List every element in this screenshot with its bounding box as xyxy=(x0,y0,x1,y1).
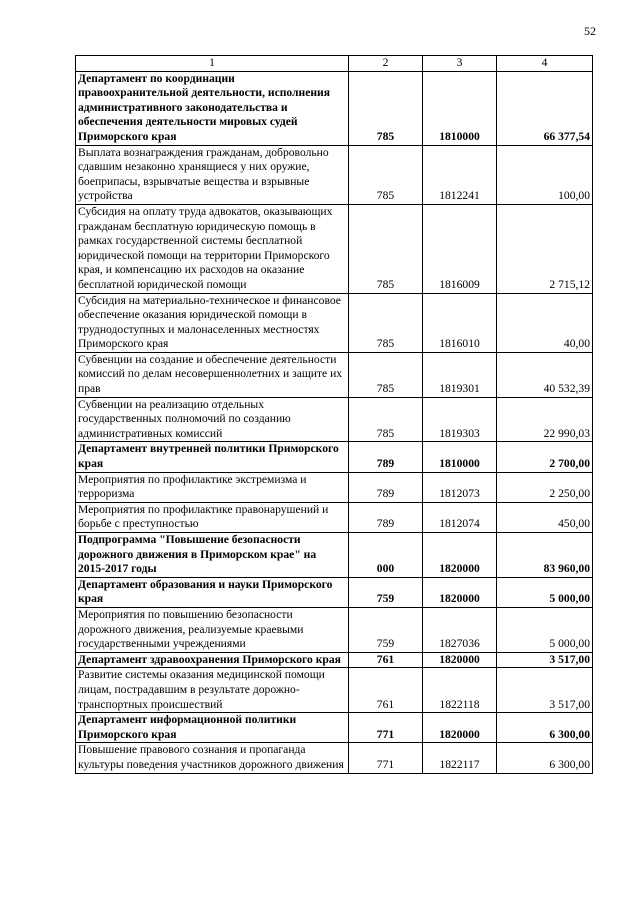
row-code-cell: 789 xyxy=(349,442,423,472)
table-row xyxy=(76,145,593,204)
row-code-cell: 785 xyxy=(349,352,423,397)
row-amount-cell: 6 300,00 xyxy=(497,713,593,743)
row-name-cell: Развитие системы оказания медицинской помощи лицам, пострадавшим в результате дорожно-транспортных происшествий xyxy=(76,668,349,713)
column-header-3: 3 xyxy=(423,56,497,72)
row-code-cell: 1816010 xyxy=(423,293,497,352)
table-row xyxy=(76,533,593,578)
row-name-cell: Субсидия на материально-техническое и финансовое обеспечение оказания юридической помощи в труднодоступных и малонаселенных местностях Приморского края xyxy=(76,293,349,352)
row-amount-cell: 6 300,00 xyxy=(497,743,593,773)
row-amount-cell: 5 000,00 xyxy=(497,607,593,652)
table-row xyxy=(76,668,593,713)
row-amount-cell: 40 532,39 xyxy=(497,352,593,397)
row-code-cell: 1820000 xyxy=(423,533,497,578)
row-code-cell: 771 xyxy=(349,713,423,743)
column-header-4: 4 xyxy=(497,56,593,72)
table-row xyxy=(76,204,593,293)
row-amount-cell: 22 990,03 xyxy=(497,397,593,442)
table-row xyxy=(76,293,593,352)
row-name-cell: Подпрограмма "Повышение безопасности дорожного движения в Приморском крае" на 2015-2017 годы xyxy=(76,533,349,578)
row-code-cell: 1820000 xyxy=(423,577,497,607)
row-amount-cell: 2 250,00 xyxy=(497,472,593,502)
row-code-cell: 1812241 xyxy=(423,145,497,204)
table-row xyxy=(76,442,593,472)
row-amount-cell: 2 700,00 xyxy=(497,442,593,472)
row-code-cell: 1810000 xyxy=(423,442,497,472)
row-code-cell: 1812073 xyxy=(423,472,497,502)
row-name-cell: Департамент внутренней политики Приморского края xyxy=(76,442,349,472)
row-name-cell: Субвенции на создание и обеспечение деятельности комиссий по делам несовершеннолетних и защите их прав xyxy=(76,352,349,397)
table-row xyxy=(76,652,593,668)
row-code-cell: 789 xyxy=(349,502,423,532)
table-header-row xyxy=(76,56,593,72)
row-name-cell: Департамент информационной политики Приморского края xyxy=(76,713,349,743)
row-code-cell: 000 xyxy=(349,533,423,578)
page-number: 52 xyxy=(584,24,596,38)
row-code-cell: 785 xyxy=(349,145,423,204)
row-code-cell: 785 xyxy=(349,293,423,352)
row-code-cell: 759 xyxy=(349,607,423,652)
table-row xyxy=(76,397,593,442)
row-code-cell: 759 xyxy=(349,577,423,607)
row-name-cell: Департамент здравоохранения Приморского края xyxy=(76,652,349,668)
row-code-cell: 1820000 xyxy=(423,713,497,743)
row-code-cell: 1816009 xyxy=(423,204,497,293)
table-row xyxy=(76,352,593,397)
row-code-cell: 761 xyxy=(349,668,423,713)
row-name-cell: Субвенции на реализацию отдельных государственных полномочий по созданию административных комиссий xyxy=(76,397,349,442)
column-header-1: 1 xyxy=(76,56,349,72)
row-code-cell: 789 xyxy=(349,472,423,502)
row-name-cell: Повышение правового сознания и пропаганда культуры поведения участников дорожного движения xyxy=(76,743,349,773)
row-name-cell: Департамент по координации правоохранительной деятельности, исполнения административного законодательства и обеспечения деятельности мировых судей Приморского края xyxy=(76,71,349,145)
table-row xyxy=(76,743,593,773)
row-name-cell: Мероприятия по повышению безопасности дорожного движения, реализуемые краевыми государственными учреждениями xyxy=(76,607,349,652)
row-name-cell: Мероприятия по профилактике правонарушений и борьбе с преступностью xyxy=(76,502,349,532)
table-row xyxy=(76,502,593,532)
table-row xyxy=(76,713,593,743)
row-code-cell: 785 xyxy=(349,204,423,293)
row-code-cell: 1827036 xyxy=(423,607,497,652)
table-row xyxy=(76,577,593,607)
budget-table xyxy=(75,55,593,774)
row-code-cell: 1810000 xyxy=(423,71,497,145)
row-code-cell: 1819303 xyxy=(423,397,497,442)
row-code-cell: 1822118 xyxy=(423,668,497,713)
column-header-2: 2 xyxy=(349,56,423,72)
row-name-cell: Департамент образования и науки Приморского края xyxy=(76,577,349,607)
row-amount-cell: 83 960,00 xyxy=(497,533,593,578)
row-amount-cell: 3 517,00 xyxy=(497,668,593,713)
row-code-cell: 1822117 xyxy=(423,743,497,773)
row-amount-cell: 3 517,00 xyxy=(497,652,593,668)
row-name-cell: Субсидия на оплату труда адвокатов, оказывающих гражданам бесплатную юридическую помощь в рамках государственной системы бесплатной юридической помощи на территории Приморского края, и компенсацию их расходов на оказание бесплатной юридической помощи xyxy=(76,204,349,293)
row-amount-cell: 5 000,00 xyxy=(497,577,593,607)
row-amount-cell: 40,00 xyxy=(497,293,593,352)
row-code-cell: 785 xyxy=(349,71,423,145)
row-code-cell: 1819301 xyxy=(423,352,497,397)
row-code-cell: 771 xyxy=(349,743,423,773)
table-row xyxy=(76,607,593,652)
row-code-cell: 1820000 xyxy=(423,652,497,668)
table-row xyxy=(76,472,593,502)
row-code-cell: 785 xyxy=(349,397,423,442)
table-body xyxy=(76,71,593,773)
row-amount-cell: 2 715,12 xyxy=(497,204,593,293)
row-amount-cell: 450,00 xyxy=(497,502,593,532)
row-name-cell: Выплата вознаграждения гражданам, добровольно сдавшим незаконно хранящиеся у них оружие, боеприпасы, взрывчатые вещества и взрывные устройства xyxy=(76,145,349,204)
row-code-cell: 761 xyxy=(349,652,423,668)
row-amount-cell: 100,00 xyxy=(497,145,593,204)
row-amount-cell: 66 377,54 xyxy=(497,71,593,145)
row-name-cell: Мероприятия по профилактике экстремизма и терроризма xyxy=(76,472,349,502)
row-code-cell: 1812074 xyxy=(423,502,497,532)
table-row xyxy=(76,71,593,145)
